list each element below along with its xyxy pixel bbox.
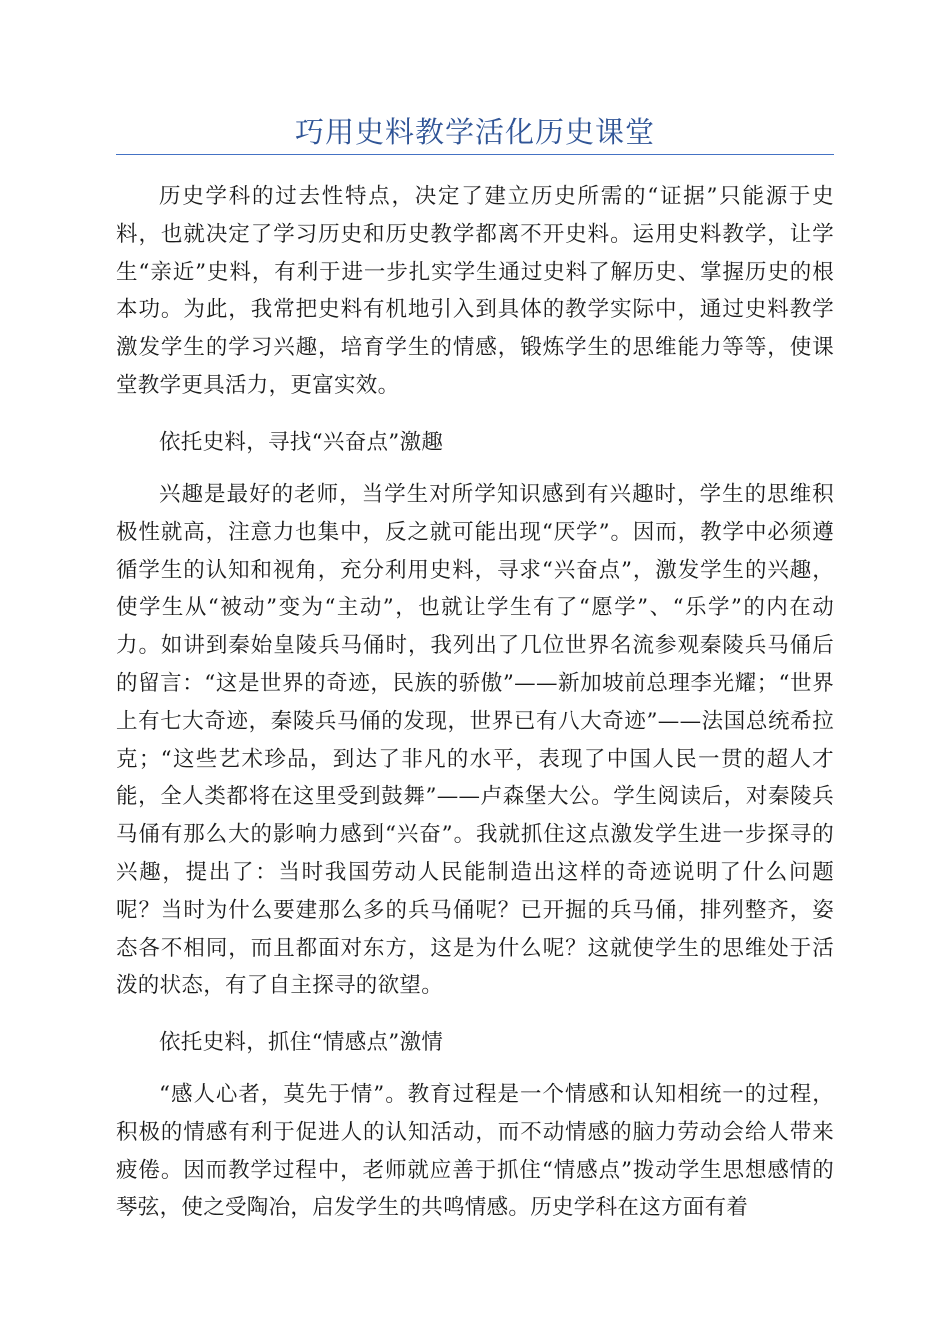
- section-heading-interest: 依托史料，寻找“兴奋点”激趣: [159, 430, 444, 455]
- document-title: 巧用史料教学活化历史课堂: [294, 115, 655, 149]
- title-underline: [116, 154, 834, 155]
- section-paragraph-interest: 兴趣是最好的老师，当学生对所学知识感到有兴趣时，学生的思维积极性就高，注意力也集中，反之就可能出现“厌学”。因而，教学中必须遵循学生的认知和视角，充分利用史料，寻求“兴奋点”，激发学生的兴趣，使学生从“被动”变为“主动”，也就让学生有了“愿学”、“乐学”的内在动力。如讲到秦始皇陵兵马俑时，我列出了几位世界名流参观秦陵兵马俑后的留言：“这是世界的奇迹，民族的骄傲”——新加坡前总理李光耀；“世界上有七大奇迹，秦陵兵马俑的发现，世界已有八大奇迹”——法国总统希拉克；“这些艺术珍品，到达了非凡的水平，表现了中国人民一贯的超人才能，全人类都将在这里受到鼓舞”——卢森堡大公。学生阅读后，对秦陵兵马俑有那么大的影响力感到“兴奋”。我就抓住这点激发学生进一步探寻的兴趣，提出了：当时我国劳动人民能制造出这样的奇迹说明了什么问题呢？当时为什么要建那么多的兵马俑呢？已开掘的兵马俑，排列整齐，姿态各不相同，而且都面对东方，这是为什么呢？这就使学生的思维处于活泼的状态，有了自主探寻的欲望。: [116, 482, 834, 999]
- section-paragraph-emotion: “感人心者，莫先于情”。教育过程是一个情感和认知相统一的过程，积极的情感有利于促进人的认知活动，而不动情感的脑力劳动会给人带来疲倦。因而教学过程中，老师就应善于抓住“情感点”拨动学生思想感情的琴弦，使之受陶冶，启发学生的共鸣情感。历史学科在这方面有着: [116, 1082, 834, 1221]
- section-heading-emotion: 依托史料，抓住“情感点”激情: [159, 1030, 444, 1055]
- intro-paragraph: 历史学科的过去性特点，决定了建立历史所需的“证据”只能源于史料，也就决定了学习历史和历史教学都离不开史料。运用史料教学，让学生“亲近”史料，有利于进一步扎实学生通过史料了解历史、掌握历史的根本功。为此，我常把史料有机地引入到具体的教学实际中，通过史料教学激发学生的学习兴趣，培育学生的情感，锻炼学生的思维能力等等，使课堂教学更具活力，更富实效。: [116, 184, 834, 398]
